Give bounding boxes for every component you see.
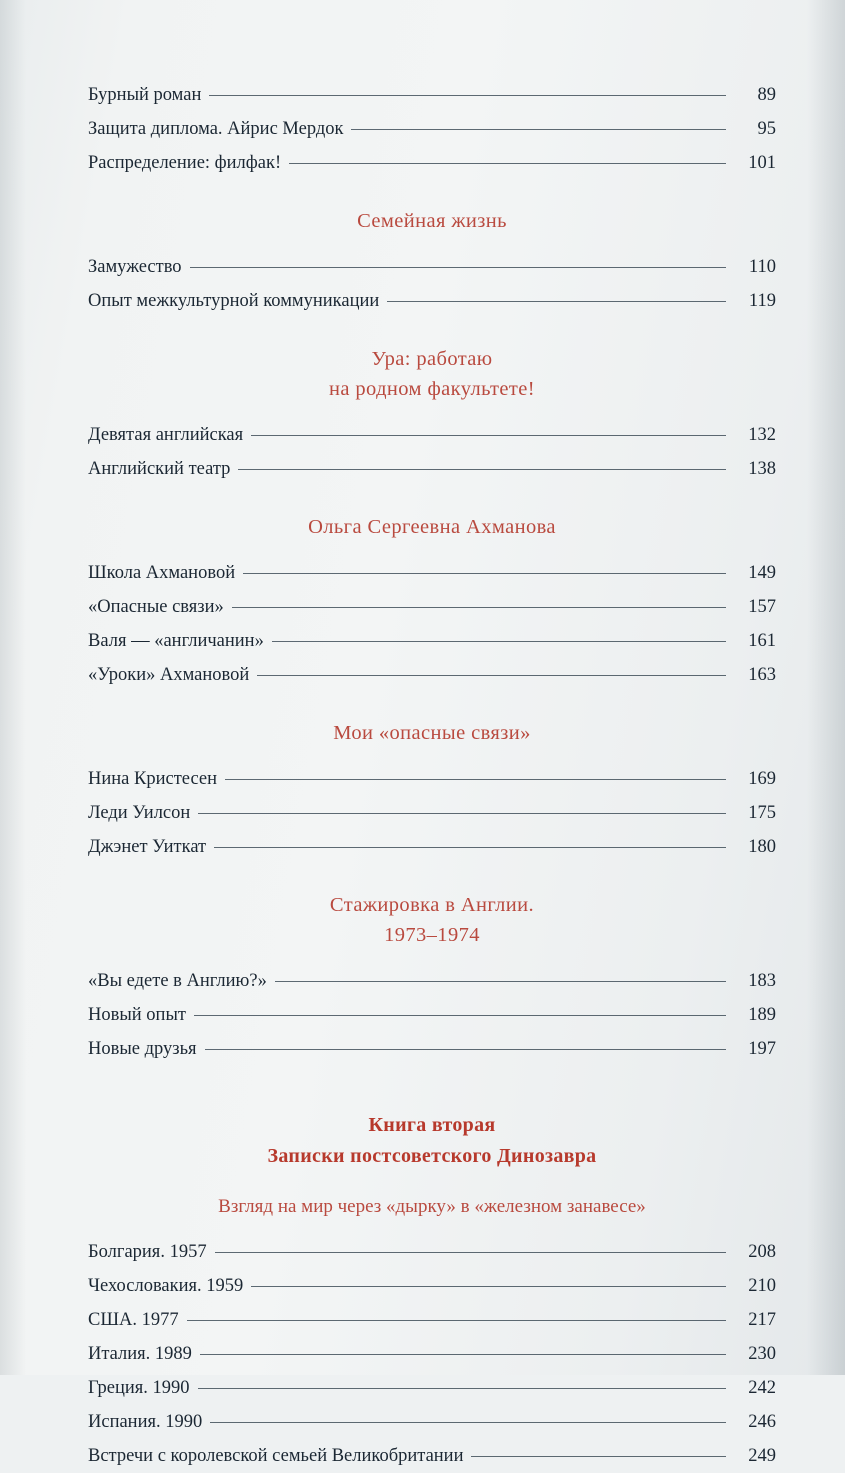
toc-section-heading-line1: Стажировка в Англии. [329,894,535,916]
toc-entry[interactable] [88,964,776,998]
toc-section-heading-line2: 1973–1974 [384,924,480,946]
toc-entry-page: 169 [748,769,776,789]
book-two-subtitle: Записки постсоветского Динозавра [267,1145,597,1167]
toc-leader [198,1387,726,1389]
toc-entry-page: 110 [748,257,776,277]
toc-entry-page: 242 [748,1378,776,1398]
toc-entry[interactable] [88,78,776,112]
toc-entry-page: 95 [757,119,776,139]
toc-entry-title: США. 1977 [88,1310,179,1330]
toc-entry-page: 208 [748,1242,776,1262]
toc-leader [289,162,726,164]
toc-entry-page: 138 [748,459,776,479]
toc-section-heading [88,344,776,404]
toc-entry-title: Замужество [88,257,182,277]
toc-entry-title: Встречи с королевской семьей Великобритании [88,1446,464,1466]
toc-leader [190,266,726,268]
toc-entry-page: 132 [748,425,776,445]
toc-section-heading [88,512,776,542]
toc-entry-page: 217 [748,1310,776,1330]
toc-entry-title: Защита диплома. Айрис Мердок [88,119,344,139]
toc-leader [187,1319,726,1321]
toc-entry-title: Английский театр [88,459,231,479]
book-two-section [88,1110,776,1473]
toc-entry-title: Испания. 1990 [88,1412,203,1432]
toc-entry-page: 180 [748,837,776,857]
toc-entry-page: 161 [748,631,776,651]
toc-leader [351,128,726,130]
toc-entry-title: Распределение: филфак! [88,153,282,173]
toc-entry[interactable] [88,998,776,1032]
toc-entry[interactable] [88,1235,776,1269]
toc-entry-title: Нина Кристесен [88,769,218,789]
toc-entry-title: Школа Ахмановой [88,563,236,583]
toc-entry-title: Джэнет Уиткат [88,837,207,857]
toc-entry-title: Валя — «англичанин» [88,631,264,651]
book-two-section-heading [88,1192,776,1221]
toc-entry-title: Новые друзья [88,1039,197,1059]
toc-entry[interactable] [88,1032,776,1066]
toc-entry[interactable] [88,1371,776,1405]
toc-entry-page: 157 [748,597,776,617]
toc-leader [194,1014,726,1016]
toc-section-heading [88,890,776,950]
toc-entry-page: 246 [748,1412,776,1432]
toc-entry[interactable] [88,1405,776,1439]
toc-leader [232,606,726,608]
toc-leader [275,980,726,982]
book-two-heading [88,1110,776,1172]
toc-entry-page: 89 [757,85,776,105]
toc-content [88,78,776,1473]
toc-entry[interactable] [88,418,776,452]
toc-section-heading [88,206,776,236]
toc-entry-title: «Опасные связи» [88,597,224,617]
toc-entry[interactable] [88,624,776,658]
toc-entry-page: 175 [748,803,776,823]
toc-section-heading [88,718,776,748]
toc-section [88,890,776,1066]
toc-entry-title: «Уроки» Ахмановой [88,665,250,685]
toc-leader [225,778,726,780]
toc-leader [200,1353,726,1355]
toc-entry[interactable] [88,658,776,692]
toc-leader [209,94,726,96]
toc-entry[interactable] [88,1439,776,1473]
book-two-title: Книга вторая [368,1114,496,1136]
toc-entry-title: Греция. 1990 [88,1378,190,1398]
toc-section-heading-line1: Мои «опасные связи» [333,722,531,744]
toc-entry-page: 197 [748,1039,776,1059]
toc-entry-page: 163 [748,665,776,685]
toc-entry[interactable] [88,830,776,864]
toc-leader [387,300,726,302]
toc-entry-page: 149 [748,563,776,583]
toc-leader [471,1455,726,1457]
toc-entry[interactable] [88,556,776,590]
toc-section-heading-line1: Ольга Сергеевна Ахманова [308,516,556,538]
toc-leader [243,572,726,574]
toc-section-heading-line2: на родном факультете! [328,378,535,400]
toc-entry[interactable] [88,284,776,318]
toc-leader [198,812,726,814]
toc-entry[interactable] [88,1269,776,1303]
toc-entry-title: Чехословакия. 1959 [88,1276,244,1296]
toc-entry[interactable] [88,452,776,486]
toc-entry-page: 210 [748,1276,776,1296]
toc-leader [238,468,726,470]
toc-entry-title: Опыт межкультурной коммуникации [88,291,380,311]
toc-entry-page: 101 [748,153,776,173]
toc-section-heading-line1: Семейная жизнь [357,210,507,232]
toc-entry-title: Новый опыт [88,1005,186,1025]
toc-entry[interactable] [88,1303,776,1337]
toc-entry[interactable] [88,250,776,284]
toc-leader [251,1285,726,1287]
toc-entry-title: Девятая английская [88,425,244,445]
toc-entry[interactable] [88,796,776,830]
toc-section [88,344,776,486]
toc-entry-title: Бурный роман [88,85,202,105]
toc-section [88,718,776,864]
toc-leader [214,846,726,848]
book-two-section-heading-line2: в «железном занавесе» [460,1196,646,1217]
toc-leader [210,1421,726,1423]
toc-entry-title: «Вы едете в Англию?» [88,971,267,991]
toc-entry-title: Леди Уилсон [88,803,191,823]
toc-entry[interactable] [88,762,776,796]
toc-entry-title: Болгария. 1957 [88,1242,207,1262]
toc-leader [251,434,726,436]
toc-section [88,78,776,180]
toc-entry[interactable] [88,590,776,624]
toc-entry-page: 230 [748,1344,776,1364]
toc-section-heading-line1: Ура: работаю [371,348,493,370]
toc-entry-page: 119 [748,291,776,311]
toc-leader [272,640,726,642]
toc-section [88,512,776,692]
toc-entry-page: 189 [748,1005,776,1025]
toc-entry[interactable] [88,112,776,146]
toc-leader [215,1251,726,1253]
toc-section [88,206,776,318]
toc-entry[interactable] [88,146,776,180]
toc-entry-page: 183 [748,971,776,991]
book-two-section-heading-line1: Взгляд на мир через «дырку» [218,1196,456,1217]
toc-entry-page: 249 [748,1446,776,1466]
toc-leader [205,1048,726,1050]
toc-entry-title: Италия. 1989 [88,1344,192,1364]
toc-entry[interactable] [88,1337,776,1371]
toc-leader [257,674,726,676]
